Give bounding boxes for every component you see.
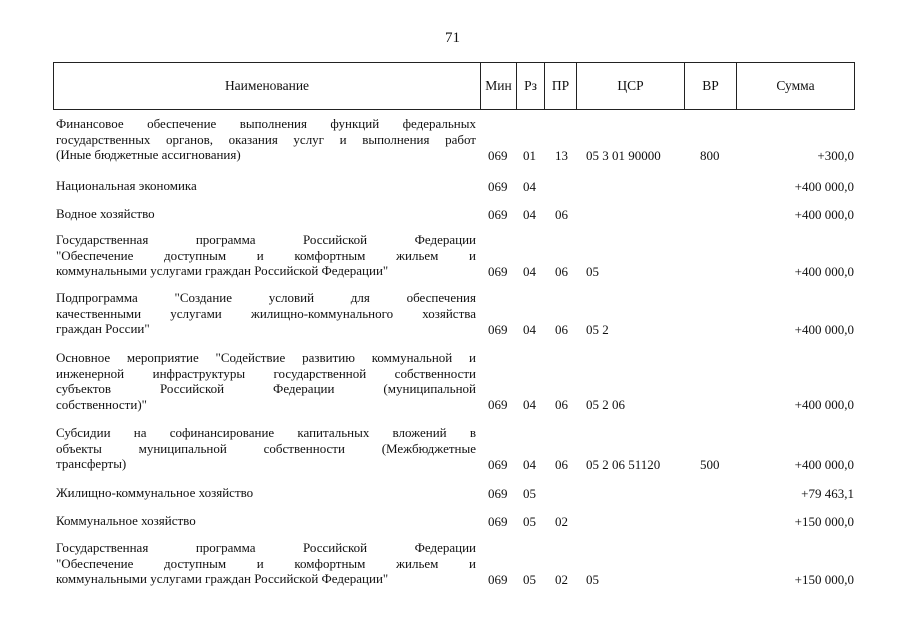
row-sum: +400 000,0	[794, 397, 854, 412]
row-sum: +400 000,0	[794, 178, 854, 194]
row-name-line: Водное хозяйство	[56, 206, 155, 221]
header-pr: ПР	[544, 63, 576, 109]
row-name-line: граждан России"	[56, 321, 150, 336]
row-rz: 05	[523, 513, 536, 529]
row-name	[56, 350, 476, 412]
row-pr: 06	[555, 456, 568, 472]
row-name-line: трансферты)	[56, 456, 127, 471]
row-rz: 04	[523, 206, 536, 222]
row-name	[56, 232, 476, 279]
row-rz: 04	[523, 456, 536, 472]
header-sum: Сумма	[736, 63, 854, 109]
row-name-line: собственности)"	[56, 396, 147, 412]
row-rz: 04	[523, 321, 536, 337]
row-sum: +150 000,0	[794, 571, 854, 587]
header-vr: ВР	[684, 63, 736, 109]
row-name-line: субъектов Российской Федерации (муниципальной	[56, 381, 476, 396]
row-name-line: (Иные бюджетные ассигнования)	[56, 147, 241, 162]
row-name	[56, 425, 476, 472]
row-csr: 05 2	[586, 321, 609, 337]
header-name: Наименование	[224, 78, 310, 93]
row-rz: 04	[523, 263, 536, 279]
row-pr: 13	[555, 147, 568, 163]
row-pr: 06	[555, 206, 568, 222]
row-name	[56, 178, 476, 194]
row-name	[56, 540, 476, 587]
row-name-line: Финансовое обеспечение выполнения функций федеральных	[56, 116, 476, 131]
row-min: 069	[488, 321, 508, 337]
row-name	[56, 513, 476, 529]
row-csr: 05	[586, 263, 599, 279]
row-sum: +79 463,1	[801, 485, 854, 501]
row-min: 069	[488, 571, 508, 587]
row-min: 069	[488, 178, 508, 194]
row-min: 069	[488, 485, 508, 501]
row-name	[56, 290, 476, 337]
row-name-line: коммунальными услугами граждан Российской Федерации"	[56, 571, 389, 586]
row-name	[56, 485, 476, 501]
row-sum: +300,0	[817, 147, 854, 163]
row-rz: 04	[523, 397, 536, 412]
row-sum: +400 000,0	[794, 321, 854, 337]
header-min: Мин	[480, 63, 516, 109]
row-min: 069	[488, 456, 508, 472]
row-vr: 800	[700, 147, 720, 163]
row-pr: 06	[555, 321, 568, 337]
row-name-line: Национальная экономика	[56, 178, 197, 193]
row-name-line: Жилищно-коммунальное хозяйство	[56, 485, 254, 500]
row-name-line: качественными услугами жилищно-коммунального хозяйства	[56, 305, 476, 321]
row-csr: 05 3 01 90000	[586, 147, 661, 163]
row-name-line: коммунальными услугами граждан Российской Федерации"	[56, 263, 389, 278]
row-name-line: инженерной инфраструктуры государственной собственности	[56, 365, 476, 381]
row-name-line: Подпрограмма "Создание условий для обеспечения	[56, 290, 476, 305]
row-name-line: государственных органов, оказания услуг и выполнения работ	[56, 131, 476, 147]
row-rz: 01	[523, 147, 536, 163]
table-header	[53, 62, 855, 110]
row-name-line: "Обеспечение доступным и комфортным жильем и	[56, 555, 476, 571]
row-pr: 06	[555, 263, 568, 279]
row-min: 069	[488, 397, 508, 412]
row-csr: 05 2 06	[586, 397, 625, 412]
row-rz: 05	[523, 485, 536, 501]
row-rz: 04	[523, 178, 536, 194]
row-csr: 05 2 06 51120	[586, 456, 661, 472]
row-min: 069	[488, 513, 508, 529]
row-name-line: Субсидии на софинансирование капитальных вложений в	[56, 425, 476, 440]
row-name	[56, 206, 476, 222]
row-vr: 500	[700, 456, 720, 472]
header-csr: ЦСР	[576, 63, 684, 109]
row-name-line: Коммунальное хозяйство	[56, 513, 196, 528]
row-name-line: "Обеспечение доступным и комфортным жильем и	[56, 247, 476, 263]
page-number: 71	[445, 30, 460, 46]
row-sum: +400 000,0	[794, 263, 854, 279]
row-name-line: Основное мероприятие "Содействие развитию коммунальной и	[56, 350, 476, 365]
row-min: 069	[488, 147, 508, 163]
row-name-line: Государственная программа Российской Федерации	[56, 540, 476, 555]
row-min: 069	[488, 206, 508, 222]
row-sum: +400 000,0	[794, 206, 854, 222]
row-min: 069	[488, 263, 508, 279]
row-pr: 06	[555, 397, 568, 412]
row-name-line: Государственная программа Российской Федерации	[56, 232, 476, 247]
header-rz: Рз	[516, 63, 544, 109]
row-sum: +150 000,0	[794, 513, 854, 529]
row-name-line: объекты муниципальной собственности (Межбюджетные	[56, 440, 476, 456]
row-csr: 05	[586, 571, 599, 587]
row-rz: 05	[523, 571, 536, 587]
row-pr: 02	[555, 513, 568, 529]
row-name	[56, 116, 476, 163]
row-sum: +400 000,0	[794, 456, 854, 472]
row-pr: 02	[555, 571, 568, 587]
